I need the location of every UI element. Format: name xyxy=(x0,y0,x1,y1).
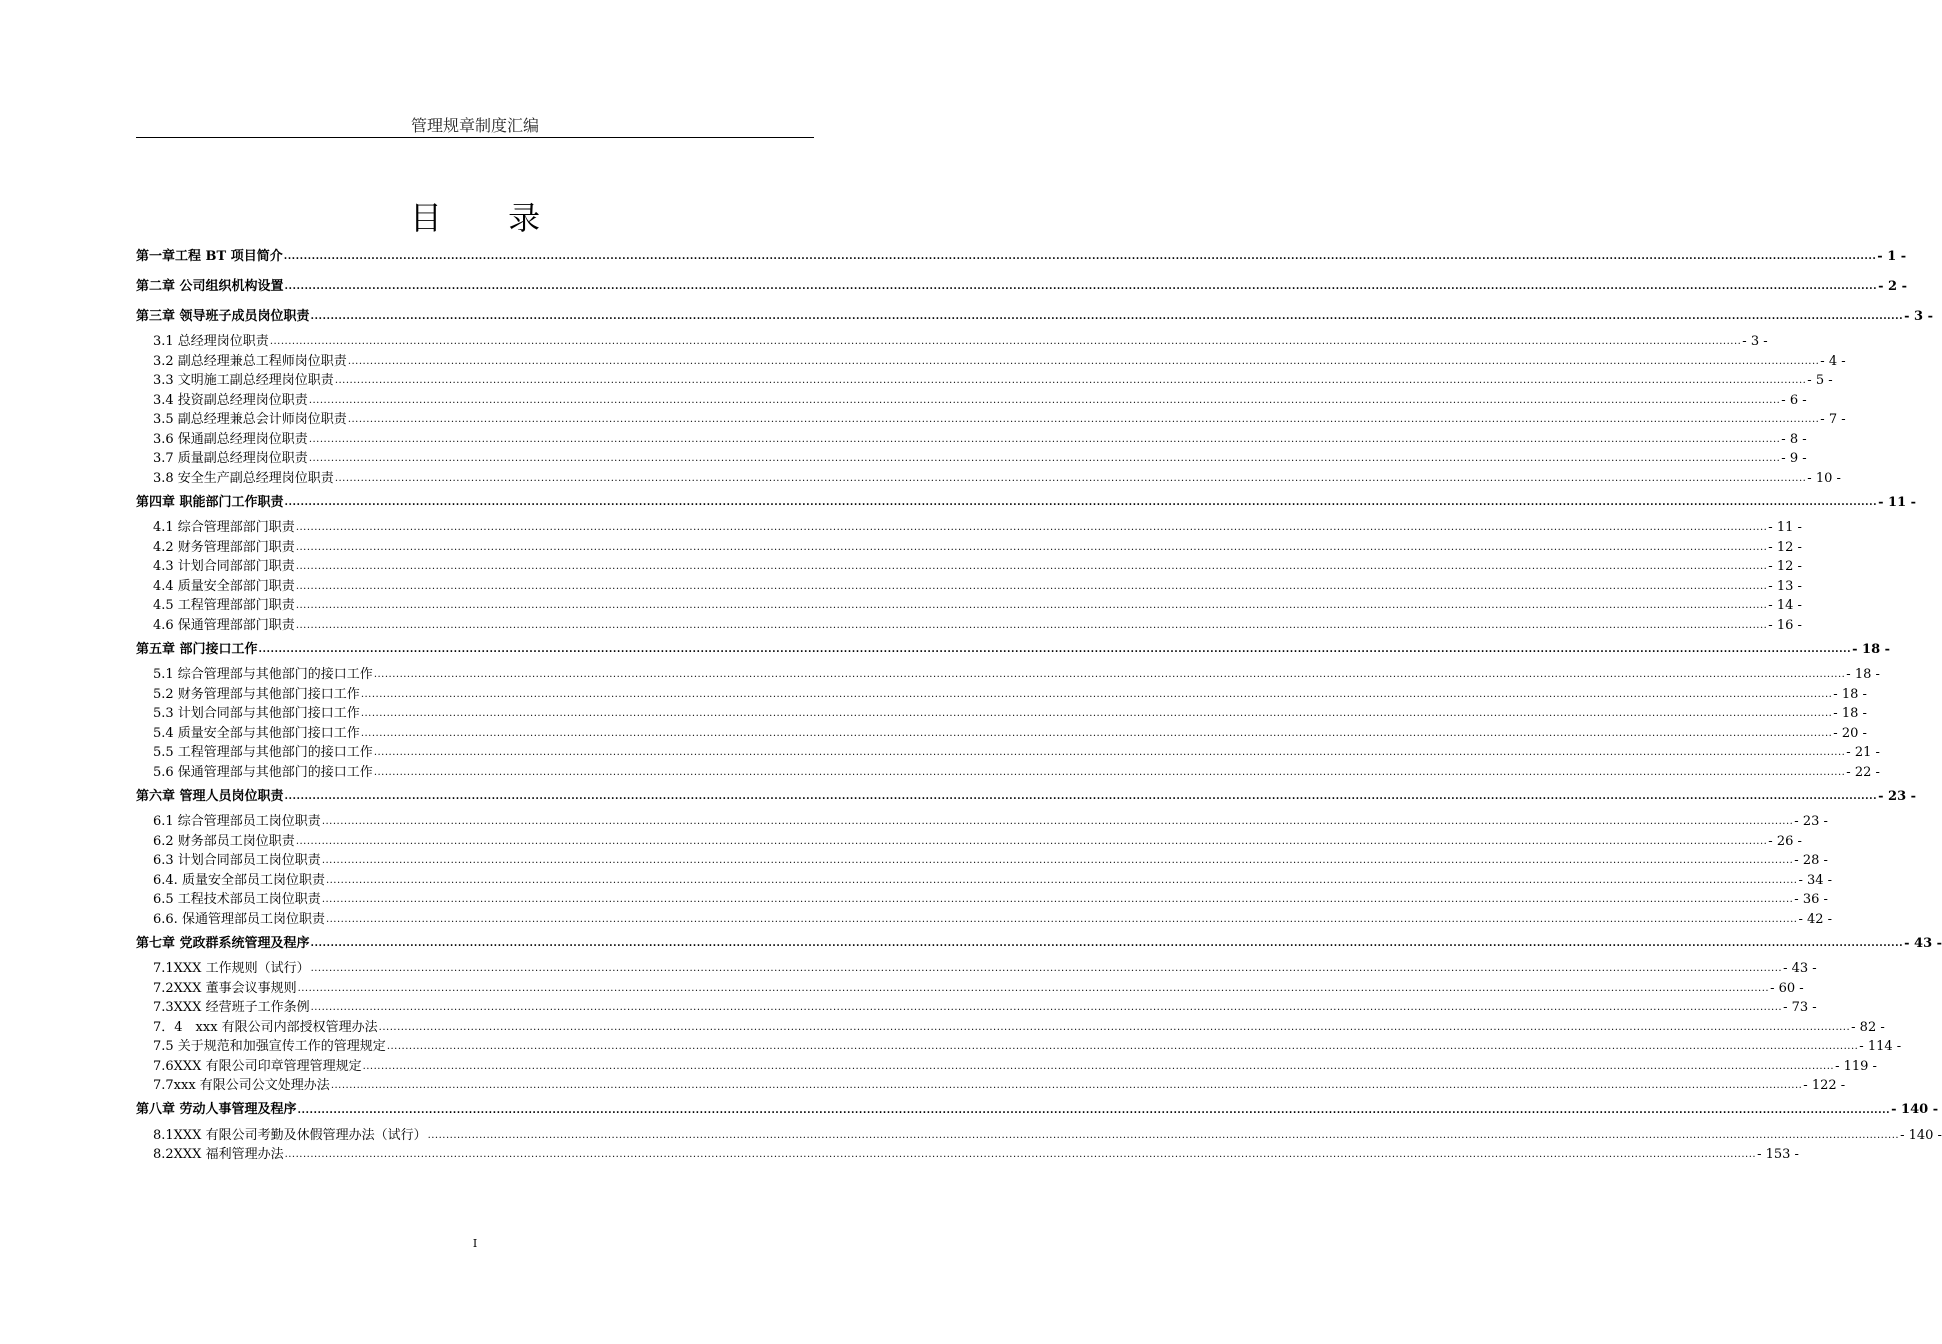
toc-entry-title: 3.6 保通副总经理岗位职责 xyxy=(153,431,308,447)
dot-leader: ................................................................................................................................................................................................................................................................................................................................................................................................................ xyxy=(347,414,1820,425)
toc-entry-page: - 9 - xyxy=(1781,451,1807,466)
toc-section-entry[interactable] xyxy=(136,1057,1877,1077)
toc-section-entry[interactable] xyxy=(136,332,1768,352)
toc-section-entry[interactable] xyxy=(136,1037,1902,1057)
toc-section-entry[interactable] xyxy=(136,352,1846,372)
dot-leader: ................................................................................................................................................................................................................................................................................................................................................................................................................ xyxy=(321,894,1794,905)
toc-section-entry[interactable] xyxy=(136,832,1802,852)
toc-entry-page: - 140 - xyxy=(1900,1127,1942,1143)
toc-section-entry[interactable] xyxy=(136,743,1880,763)
toc-entry-title: 6.3 计划合同部员工岗位职责 xyxy=(153,853,321,868)
toc-entry-page: - 6 - xyxy=(1781,392,1807,408)
toc-entry-page: - 42 - xyxy=(1798,911,1833,927)
toc-chapter-entry[interactable] xyxy=(136,488,1917,518)
toc-entry-title: 3.2 副总经理兼总工程师岗位职责 xyxy=(153,353,347,369)
dot-leader: ................................................................................................................................................................................................................................................................................................................................................................................................................ xyxy=(295,580,1768,592)
dot-leader: ................................................................................................................................................................................................................................................................................................................................................................................................................ xyxy=(310,311,1904,322)
toc-chapter-entry[interactable] xyxy=(136,242,1907,272)
toc-entry-page: - 36 - xyxy=(1794,892,1828,907)
toc-section-entry[interactable] xyxy=(136,812,1828,832)
toc-chapter-entry[interactable] xyxy=(136,302,1933,332)
toc-entry-title: 3.3 文明施工副总经理岗位职责 xyxy=(153,373,334,388)
toc-section-entry[interactable] xyxy=(136,979,1804,999)
toc-entry-title: 4.5 工程管理部部门职责 xyxy=(153,598,295,613)
toc-chapter-entry[interactable] xyxy=(136,929,1942,959)
toc-entry-page: - 20 - xyxy=(1833,725,1867,741)
toc-entry-page: - 13 - xyxy=(1768,578,1802,594)
toc-entry-page: - 18 - xyxy=(1833,706,1867,721)
dot-leader: ................................................................................................................................................................................................................................................................................................................................................................................................................ xyxy=(269,336,1742,347)
toc-entry-title: 4.4 质量安全部部门职责 xyxy=(153,578,295,594)
dot-leader: ................................................................................................................................................................................................................................................................................................................................................................................................................ xyxy=(360,727,1833,739)
dot-leader: ................................................................................................................................................................................................................................................................................................................................................................................................................ xyxy=(427,1129,1900,1141)
running-header: 管理规章制度汇编 xyxy=(410,116,539,135)
toc-section-entry[interactable] xyxy=(136,851,1828,871)
toc-section-entry[interactable] xyxy=(136,538,1802,558)
toc-entry-title: 3.4 投资副总经理岗位职责 xyxy=(153,392,308,408)
toc-entry-title: 5.6 保通管理部与其他部门的接口工作 xyxy=(153,764,373,780)
dot-leader: ................................................................................................................................................................................................................................................................................................................................................................................................................ xyxy=(295,835,1768,847)
toc-chapter-entry[interactable] xyxy=(136,1096,1939,1126)
toc-entry-title: 6.5 工程技术部员工岗位职责 xyxy=(153,892,321,907)
toc-entry-page: - 3 - xyxy=(1742,334,1768,349)
dot-leader: ................................................................................................................................................................................................................................................................................................................................................................................................................ xyxy=(373,669,1846,680)
toc-entry-page: - 26 - xyxy=(1768,833,1802,849)
toc-title: 目 录 xyxy=(409,199,569,237)
toc-entry-title: 第六章 管理人员岗位职责 xyxy=(136,788,284,804)
table-of-contents xyxy=(136,242,1942,1165)
toc-entry-page: - 122 - xyxy=(1803,1078,1846,1093)
toc-entry-title: 第五章 部门接口工作 xyxy=(136,641,258,657)
toc-entry-page: - 73 - xyxy=(1783,1000,1817,1015)
toc-entry-title: 6.1 综合管理部员工岗位职责 xyxy=(153,814,321,829)
toc-section-entry[interactable] xyxy=(136,577,1802,597)
toc-entry-page: - 1 - xyxy=(1877,248,1907,264)
dot-leader: ................................................................................................................................................................................................................................................................................................................................................................................................................ xyxy=(360,708,1833,719)
dot-leader: ................................................................................................................................................................................................................................................................................................................................................................................................................ xyxy=(295,522,1768,533)
toc-entry-page: - 5 - xyxy=(1807,373,1833,388)
toc-section-entry[interactable] xyxy=(136,665,1880,685)
toc-entry-page: - 8 - xyxy=(1781,431,1807,447)
toc-entry-page: - 23 - xyxy=(1794,814,1828,829)
dot-leader: ................................................................................................................................................................................................................................................................................................................................................................................................................ xyxy=(310,963,1783,974)
toc-entry-page: - 82 - xyxy=(1851,1019,1885,1035)
dot-leader: ................................................................................................................................................................................................................................................................................................................................................................................................................ xyxy=(297,1104,1891,1116)
dot-leader: ................................................................................................................................................................................................................................................................................................................................................................................................................ xyxy=(295,619,1768,631)
toc-entry-title: 3.7 质量副总经理岗位职责 xyxy=(153,451,308,466)
dot-leader: ................................................................................................................................................................................................................................................................................................................................................................................................................ xyxy=(360,688,1833,700)
dot-leader: ................................................................................................................................................................................................................................................................................................................................................................................................................ xyxy=(325,913,1798,925)
dot-leader: ................................................................................................................................................................................................................................................................................................................................................................................................................ xyxy=(325,874,1798,886)
toc-entry-page: - 7 - xyxy=(1820,412,1846,427)
dot-leader: ................................................................................................................................................................................................................................................................................................................................................................................................................ xyxy=(378,1021,1851,1033)
toc-entry-title: 7．4 xxx 有限公司内部授权管理办法 xyxy=(153,1019,378,1035)
dot-leader: ................................................................................................................................................................................................................................................................................................................................................................................................................ xyxy=(334,472,1807,484)
dot-leader: ................................................................................................................................................................................................................................................................................................................................................................................................................ xyxy=(321,855,1794,866)
toc-entry-title: 第二章 公司组织机构设置 xyxy=(136,278,284,294)
toc-section-entry[interactable] xyxy=(136,685,1867,705)
toc-entry-page: - 23 - xyxy=(1878,788,1917,804)
toc-chapter-entry[interactable] xyxy=(136,782,1917,812)
dot-leader: ................................................................................................................................................................................................................................................................................................................................................................................................................ xyxy=(334,375,1807,386)
toc-entry-page: - 18 - xyxy=(1846,667,1880,682)
toc-section-entry[interactable] xyxy=(136,391,1807,411)
dot-leader: ................................................................................................................................................................................................................................................................................................................................................................................................................ xyxy=(373,747,1846,758)
toc-entry-page: - 28 - xyxy=(1794,853,1828,868)
toc-entry-title: 7.3XXX 经营班子工作条例 xyxy=(153,1000,310,1015)
toc-entry-title: 3.8 安全生产副总经理岗位职责 xyxy=(153,470,334,486)
toc-entry-page: - 22 - xyxy=(1846,764,1880,780)
toc-entry-title: 4.1 综合管理部部门职责 xyxy=(153,520,295,535)
toc-section-entry[interactable] xyxy=(136,518,1802,538)
toc-section-entry[interactable] xyxy=(136,704,1867,724)
toc-section-entry[interactable] xyxy=(136,910,1833,930)
dot-leader: ................................................................................................................................................................................................................................................................................................................................................................................................................ xyxy=(308,453,1781,464)
toc-entry-title: 5.1 综合管理部与其他部门的接口工作 xyxy=(153,667,373,682)
toc-entry-page: - 12 - xyxy=(1768,539,1802,555)
dot-leader: ................................................................................................................................................................................................................................................................................................................................................................................................................ xyxy=(284,497,1878,508)
dot-leader: ................................................................................................................................................................................................................................................................................................................................................................................................................ xyxy=(308,433,1781,445)
toc-entry-title: 3.1 总经理岗位职责 xyxy=(153,334,269,349)
dot-leader: ................................................................................................................................................................................................................................................................................................................................................................................................................ xyxy=(347,355,1820,367)
toc-entry-page: - 153 - xyxy=(1757,1147,1799,1162)
toc-entry-title: 第四章 职能部门工作职责 xyxy=(136,494,284,510)
toc-section-entry[interactable] xyxy=(136,596,1802,616)
dot-leader: ................................................................................................................................................................................................................................................................................................................................................................................................................ xyxy=(295,561,1768,572)
toc-entry-page: - 3 - xyxy=(1904,308,1933,324)
toc-entry-title: 6.4. 质量安全部员工岗位职责 xyxy=(153,872,325,888)
toc-entry-title: 6.2 财务部员工岗位职责 xyxy=(153,833,295,849)
dot-leader: ................................................................................................................................................................................................................................................................................................................................................................................................................ xyxy=(310,938,1904,949)
dot-leader: ................................................................................................................................................................................................................................................................................................................................................................................................................ xyxy=(284,281,1878,292)
dot-leader: ................................................................................................................................................................................................................................................................................................................................................................................................................ xyxy=(373,766,1846,778)
dot-leader: ................................................................................................................................................................................................................................................................................................................................................................................................................ xyxy=(321,816,1794,827)
page-number: I xyxy=(472,1237,478,1250)
toc-section-entry[interactable] xyxy=(136,1076,1846,1096)
toc-entry-title: 6.6. 保通管理部员工岗位职责 xyxy=(153,911,325,927)
toc-section-entry[interactable] xyxy=(136,371,1833,391)
toc-entry-title: 第八章 劳动人事管理及程序 xyxy=(136,1102,297,1118)
toc-entry-page: - 12 - xyxy=(1768,559,1802,574)
toc-entry-title: 3.5 副总经理兼总会计师岗位职责 xyxy=(153,412,347,427)
toc-entry-title: 7.6XXX 有限公司印章管理管理规定 xyxy=(153,1058,362,1074)
toc-entry-page: - 43 - xyxy=(1783,961,1817,976)
toc-entry-title: 第七章 党政群系统管理及程序 xyxy=(136,935,310,951)
toc-section-entry[interactable] xyxy=(136,871,1833,891)
toc-entry-title: 8.2XXX 福利管理办法 xyxy=(153,1147,284,1162)
dot-leader: ................................................................................................................................................................................................................................................................................................................................................................................................................ xyxy=(284,791,1878,802)
toc-entry-page: - 11 - xyxy=(1878,494,1917,510)
toc-entry-page: - 2 - xyxy=(1878,278,1907,294)
toc-section-entry[interactable] xyxy=(136,557,1802,577)
toc-chapter-entry[interactable] xyxy=(136,635,1891,665)
toc-chapter-entry[interactable] xyxy=(136,272,1907,302)
toc-entry-title: 7.2XXX 董事会议事规则 xyxy=(153,980,297,996)
toc-entry-page: - 119 - xyxy=(1835,1058,1877,1074)
toc-section-entry[interactable] xyxy=(136,469,1841,489)
toc-entry-page: - 43 - xyxy=(1904,935,1942,951)
toc-section-entry[interactable] xyxy=(136,959,1817,979)
toc-entry-page: - 11 - xyxy=(1768,520,1802,535)
toc-entry-title: 4.2 财务管理部部门职责 xyxy=(153,539,295,555)
dot-leader: ................................................................................................................................................................................................................................................................................................................................................................................................................ xyxy=(295,541,1768,553)
dot-leader: ................................................................................................................................................................................................................................................................................................................................................................................................................ xyxy=(295,600,1768,611)
toc-entry-title: 8.1XXX 有限公司考勤及休假管理办法（试行） xyxy=(153,1127,427,1143)
dot-leader: ................................................................................................................................................................................................................................................................................................................................................................................................................ xyxy=(386,1041,1859,1052)
toc-section-entry[interactable] xyxy=(136,724,1867,744)
dot-leader: ................................................................................................................................................................................................................................................................................................................................................................................................................ xyxy=(284,1149,1757,1160)
toc-entry-page: - 14 - xyxy=(1768,598,1802,613)
toc-entry-page: - 18 - xyxy=(1833,686,1867,702)
toc-entry-page: - 34 - xyxy=(1798,872,1833,888)
toc-entry-page: - 114 - xyxy=(1859,1039,1902,1054)
toc-section-entry[interactable] xyxy=(136,1018,1885,1038)
toc-entry-title: 5.3 计划合同部与其他部门接口工作 xyxy=(153,706,360,721)
toc-section-entry[interactable] xyxy=(136,449,1807,469)
toc-entry-page: - 18 - xyxy=(1852,641,1891,657)
toc-entry-page: - 4 - xyxy=(1820,353,1846,369)
toc-entry-title: 7.1XXX 工作规则（试行） xyxy=(153,961,310,976)
toc-entry-title: 4.6 保通管理部部门职责 xyxy=(153,617,295,633)
dot-leader: ................................................................................................................................................................................................................................................................................................................................................................................................................ xyxy=(258,644,1852,655)
toc-section-entry[interactable] xyxy=(136,430,1807,450)
dot-leader: ................................................................................................................................................................................................................................................................................................................................................................................................................ xyxy=(362,1060,1835,1072)
toc-entry-title: 5.4 质量安全部与其他部门接口工作 xyxy=(153,725,360,741)
dot-leader: ................................................................................................................................................................................................................................................................................................................................................................................................................ xyxy=(310,1002,1783,1013)
dot-leader: ................................................................................................................................................................................................................................................................................................................................................................................................................ xyxy=(330,1080,1803,1091)
toc-section-entry[interactable] xyxy=(136,890,1828,910)
dot-leader: ................................................................................................................................................................................................................................................................................................................................................................................................................ xyxy=(283,251,1877,262)
toc-entry-page: - 140 - xyxy=(1891,1102,1939,1118)
toc-entry-title: 4.3 计划合同部部门职责 xyxy=(153,559,295,574)
toc-section-entry[interactable] xyxy=(136,1145,1799,1165)
dot-leader: ................................................................................................................................................................................................................................................................................................................................................................................................................ xyxy=(308,394,1781,406)
header-rule xyxy=(136,137,814,138)
toc-entry-title: 7.5 关于规范和加强宣传工作的管理规定 xyxy=(153,1039,386,1054)
toc-section-entry[interactable] xyxy=(136,998,1817,1018)
toc-entry-page: - 16 - xyxy=(1768,617,1802,633)
toc-entry-title: 第一章工程 BT 项目简介 xyxy=(136,248,283,264)
toc-section-entry[interactable] xyxy=(136,763,1880,783)
toc-section-entry[interactable] xyxy=(136,410,1846,430)
toc-entry-title: 5.2 财务管理部与其他部门接口工作 xyxy=(153,686,360,702)
dot-leader: ................................................................................................................................................................................................................................................................................................................................................................................................................ xyxy=(297,982,1770,994)
toc-entry-page: - 21 - xyxy=(1846,745,1880,760)
toc-entry-title: 第三章 领导班子成员岗位职责 xyxy=(136,308,310,324)
toc-entry-page: - 10 - xyxy=(1807,470,1841,486)
toc-section-entry[interactable] xyxy=(136,616,1802,636)
toc-entry-title: 5.5 工程管理部与其他部门的接口工作 xyxy=(153,745,373,760)
toc-entry-title: 7.7xxx 有限公司公文处理办法 xyxy=(153,1078,330,1093)
toc-entry-page: - 60 - xyxy=(1770,980,1804,996)
toc-section-entry[interactable] xyxy=(136,1126,1942,1146)
